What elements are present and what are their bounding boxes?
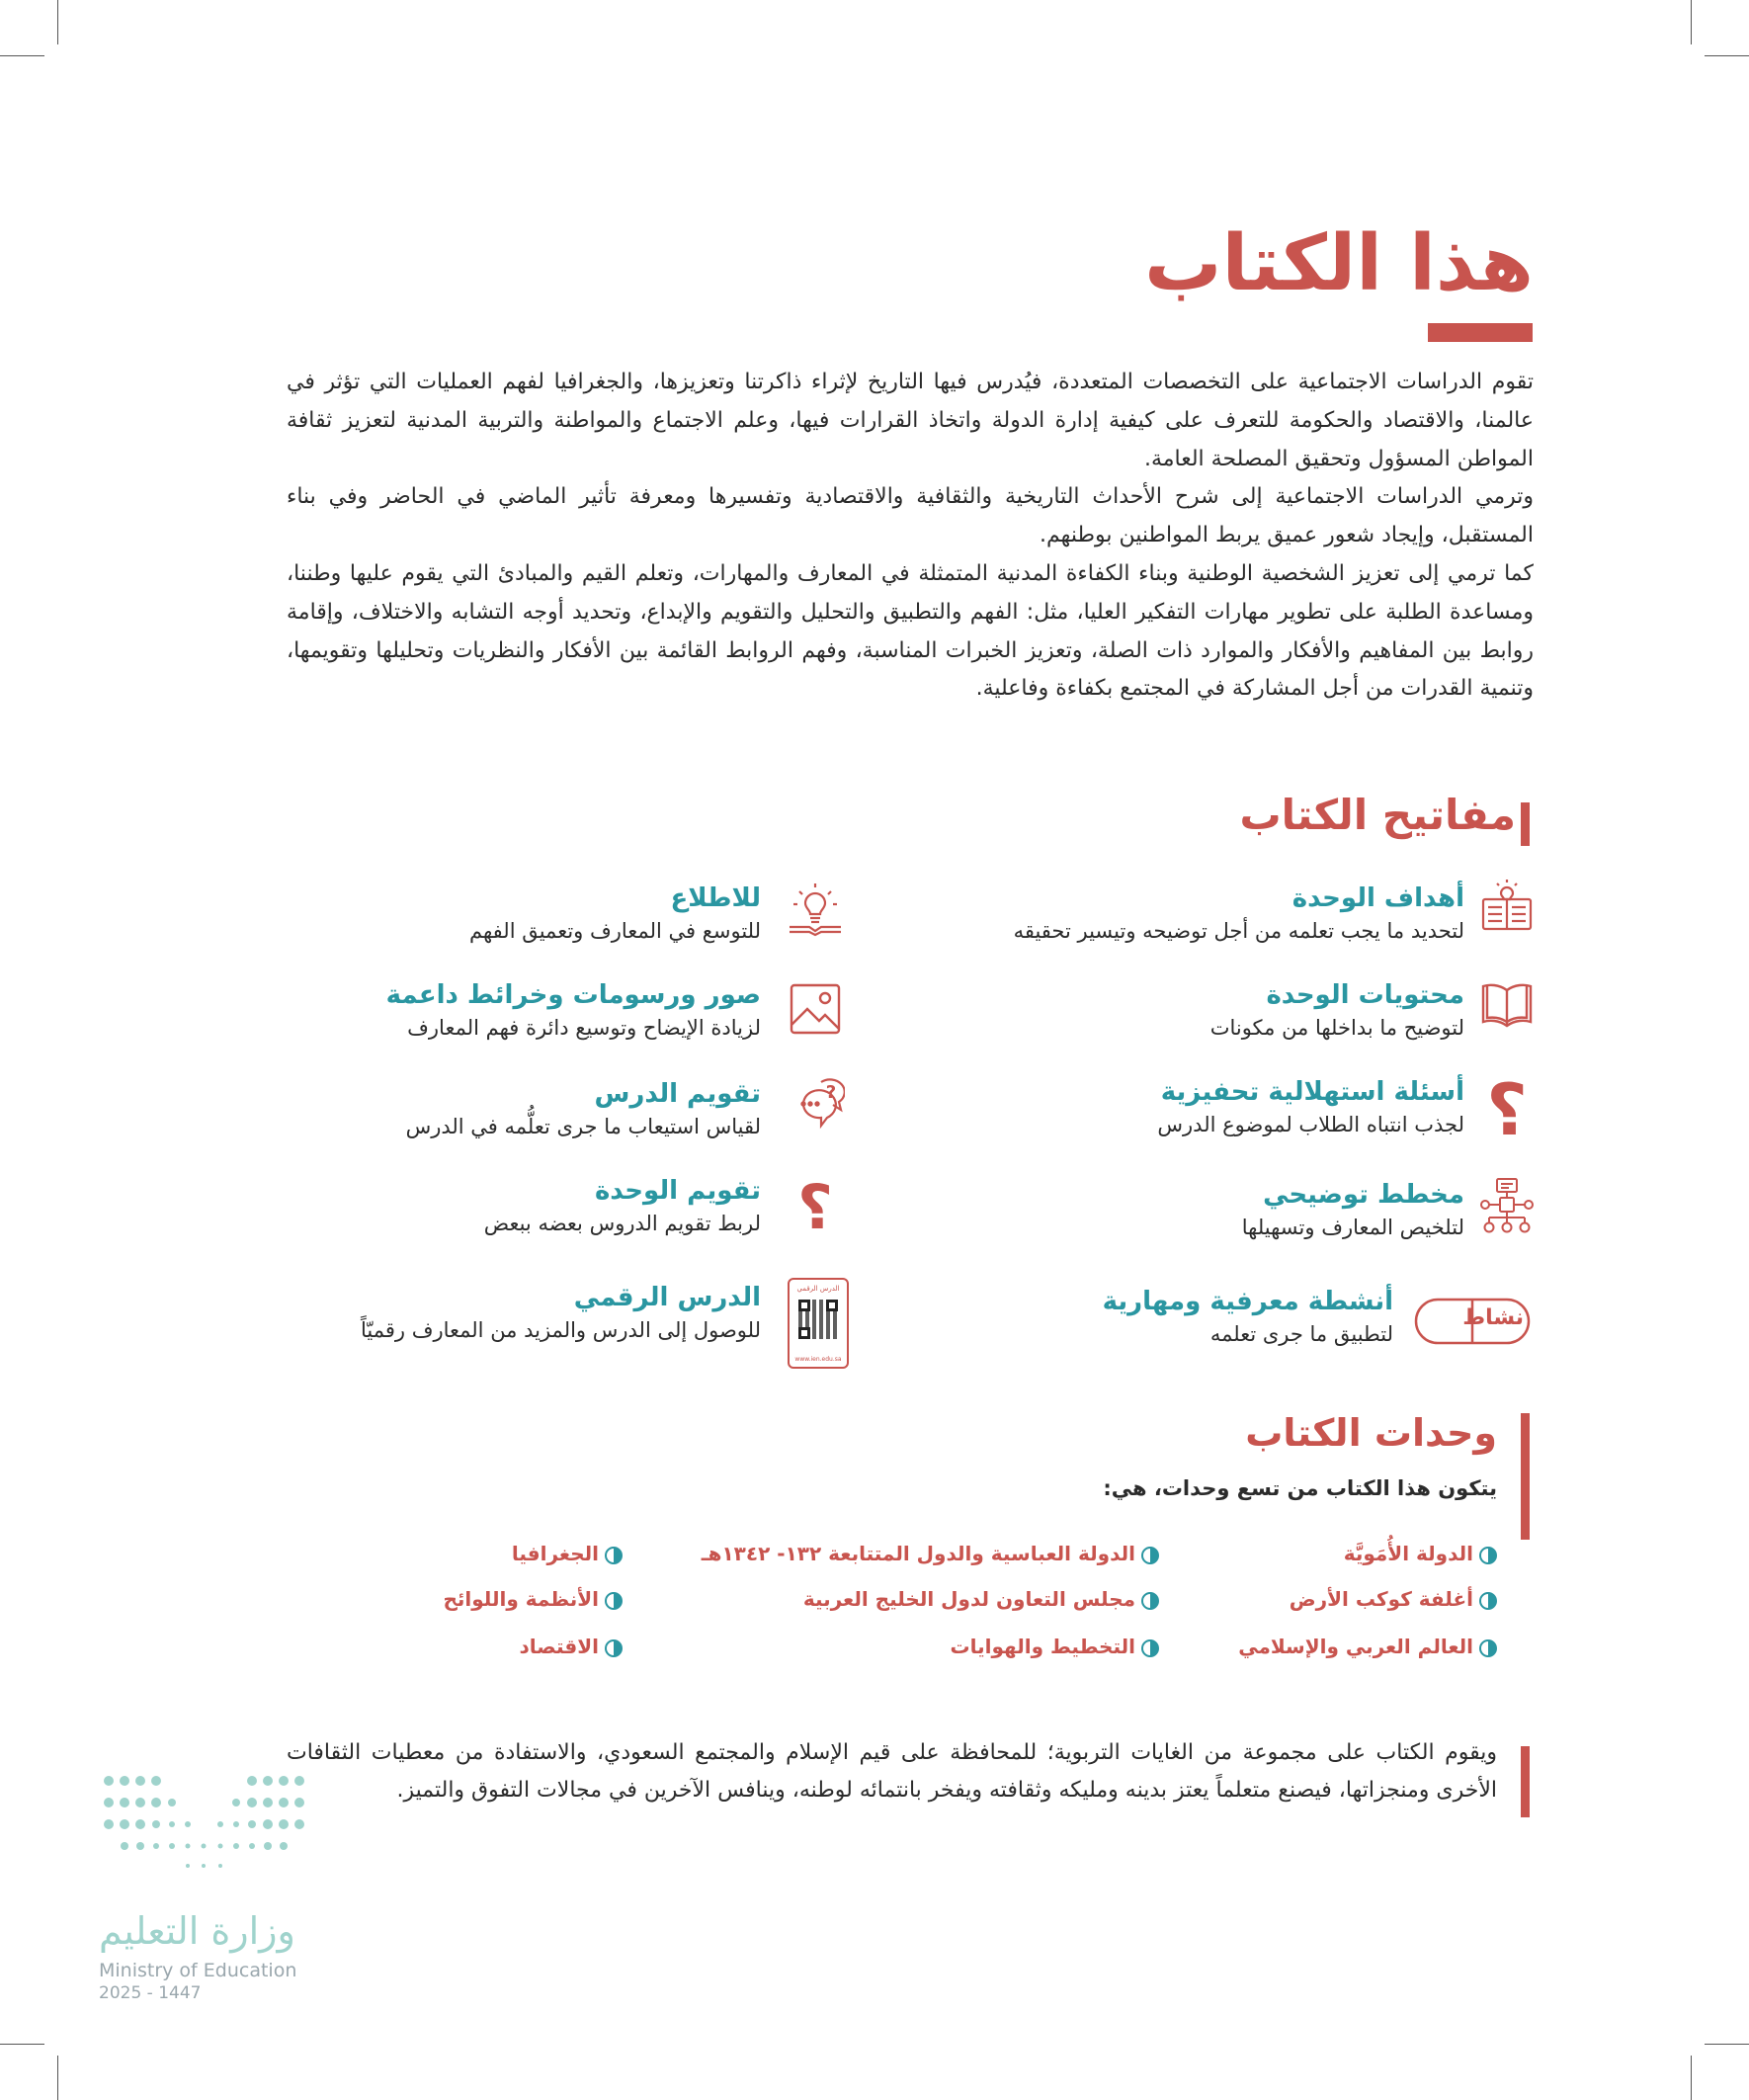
bullet-icon (1479, 1592, 1497, 1610)
key-title: محتويات الوحدة (1266, 980, 1464, 1010)
unit-item (520, 1635, 624, 1658)
edition-year: 2025 - 1447 (99, 1983, 202, 2003)
unit-item (702, 1542, 1159, 1565)
unit-item (951, 1635, 1159, 1658)
unit-label: الأنظمة واللوائح (443, 1587, 599, 1611)
unit-label: الاقتصاد (519, 1635, 599, 1658)
key-desc: لزيادة الإيضاح وتوسيع دائرة فهم المعارف (407, 1016, 761, 1040)
crop-mark (1705, 55, 1749, 56)
key-item (406, 1077, 761, 1142)
open-book-icon (1477, 976, 1537, 1036)
unit-label: الدولة الأُمَويَّة (1343, 1542, 1473, 1565)
key-desc: لتحديد ما يجب تعلمه من أجل توضيحه وتيسير تحقيقه (1013, 919, 1464, 943)
key-desc: لقياس استيعاب ما جرى تعلُّمه في الدرس (405, 1115, 761, 1138)
crop-mark (0, 55, 44, 56)
qr-code-icon (788, 1278, 849, 1369)
key-title: للاطلاع (670, 883, 761, 913)
key-title: أهداف الوحدة (1291, 883, 1464, 913)
unit-label: مجلس التعاون لدول الخليج العربية (802, 1587, 1135, 1611)
intro-paragraph: وترمي الدراسات الاجتماعية إلى شرح الأحداث التاريخية والثقافية والاقتصادية وتفسيرها ومعرفة تأثير الماضي في الحاضر وفي بناء المستقبل، وإيجاد شعور عميق يربط المواطنين بوطنهم. (287, 484, 1534, 548)
section-bar (1521, 1746, 1530, 1817)
key-item (484, 1174, 761, 1239)
svg-text:?: ? (825, 1082, 837, 1103)
key-item (386, 978, 761, 1044)
key-item (361, 1281, 761, 1346)
key-desc: للوصول إلى الدرس والمزيد من المعارف رقميّاً (360, 1318, 761, 1342)
key-desc: لتوضيح ما بداخلها من مكونات (1209, 1016, 1464, 1040)
bullet-icon (605, 1592, 623, 1610)
key-desc: لتطبيق ما جرى تعلمه (1209, 1322, 1393, 1346)
qr-corner (798, 1300, 810, 1311)
bullet-icon (1141, 1592, 1159, 1610)
crop-mark (1705, 2044, 1749, 2045)
key-item (1157, 1075, 1464, 1140)
chat-question-icon (786, 1072, 845, 1132)
ministry-logo-icon (99, 1769, 321, 1888)
title-underline (1428, 323, 1533, 342)
units-heading: وحدات الكتاب (1245, 1411, 1497, 1455)
intro-paragraph: تقوم الدراسات الاجتماعية على التخصصات المتعددة، فيُدرس فيها التاريخ لإثراء ذاكرتنا وتعزيزها، والجغرافيا لفهم العمليات التي تؤثر في عالمنا، والاقتصاد والحكومة للتعرف على كيفية إدارة الدولة واتخاذ القرارات فيها، وعلم الاجتماع والمواطنة والتربية المدنية لتعزيز ثقافة المواطن المسؤول وتحقيق المصلحة العامة. (287, 370, 1534, 471)
bullet-icon (1141, 1547, 1159, 1564)
bullet-icon (605, 1547, 623, 1564)
unit-label: التخطيط والهوايات (950, 1635, 1135, 1658)
qr-url: www.ien.edu.sa (794, 1356, 842, 1363)
key-desc: لتلخيص المعارف وتسهيلها (1241, 1216, 1464, 1239)
unit-item (1290, 1587, 1497, 1611)
lightbulb-icon (786, 878, 845, 937)
page-title: هذا الكتاب (1144, 219, 1534, 308)
qr-caption: الدرس الرقمي (796, 1285, 840, 1293)
key-item (1242, 1178, 1464, 1243)
crop-mark (0, 2044, 44, 2045)
key-desc: لجذب انتباه الطلاب لموضوع الدرس (1157, 1113, 1464, 1136)
activity-tag-icon (1413, 1297, 1532, 1346)
qr-corner (826, 1300, 838, 1311)
key-item (469, 882, 761, 947)
crop-mark (1691, 0, 1692, 44)
bullet-icon (1479, 1639, 1497, 1657)
key-desc: للتوسع في المعارف وتعميق الفهم (469, 919, 761, 943)
key-title: تقويم الدرس (594, 1079, 761, 1109)
crop-mark (1691, 2056, 1692, 2100)
book-lightbulb-icon (1477, 878, 1537, 937)
unit-label: الجغرافيا (511, 1542, 599, 1565)
unit-item (1238, 1635, 1497, 1658)
bullet-icon (1479, 1547, 1497, 1564)
unit-label: الدولة العباسية والدول المتتابعة ١٣٢- ١٣٤٢هـ (701, 1542, 1135, 1565)
unit-item (512, 1542, 623, 1565)
question-icon (791, 1171, 840, 1240)
key-title: تقويم الوحدة (594, 1176, 761, 1206)
image-icon (788, 981, 843, 1037)
closing-text (287, 1734, 1497, 1809)
section-bar (1521, 802, 1530, 846)
svg-text:؟: ؟ (1486, 1069, 1528, 1148)
svg-text:؟: ؟ (797, 1171, 833, 1240)
keys-heading: مفاتيح الكتاب (1239, 791, 1516, 839)
question-mark-icon (1482, 1069, 1532, 1148)
intro-text (287, 364, 1534, 709)
key-desc: لربط تقويم الدروس بعضه ببعض (483, 1212, 761, 1235)
bullet-icon (1141, 1639, 1159, 1657)
activity-badge: نشاط (1462, 1305, 1524, 1330)
key-title: أسئلة استهلالية تحفيزية (1160, 1077, 1464, 1107)
bullet-icon (605, 1639, 623, 1657)
key-title: صور ورسومات وخرائط داعمة (385, 980, 761, 1010)
unit-label: أغلفة كوكب الأرض (1289, 1587, 1473, 1611)
key-item (1014, 882, 1464, 947)
key-title: مخطط توضيحي (1263, 1180, 1464, 1210)
unit-item (1344, 1542, 1497, 1565)
unit-item (803, 1587, 1159, 1611)
ministry-name-arabic: وزارة التعليم (99, 1909, 295, 1953)
key-item (1103, 1285, 1393, 1350)
closing-paragraph: ويقوم الكتاب على مجموعة من الغايات التربوية؛ للمحافظة على قيم الإسلام والمجتمع السعودي، والاستفادة من معطيات الثقافات الأخرى ومنجزاتها، فيصنع متعلماً يعتز بدينه ومليكه وثقافته ويفخر بانتمائه لوطنه، وينافس الآخرين في مجالات التفوق والتميز. (287, 1740, 1497, 1803)
units-subtitle: يتكون هذا الكتاب من تسع وحدات، هي: (1103, 1476, 1497, 1500)
section-bar (1521, 1413, 1530, 1540)
intro-paragraph: كما ترمي إلى تعزيز الشخصية الوطنية وبناء الكفاءة المدنية المتمثلة في المعارف والمهارات، وتعلم القيم والمبادئ التي يقوم عليها وطننا، ومساعدة الطلبة على تطوير مهارات التفكير العليا، مثل: الفهم والتطبيق والتحليل والتقويم والإبداع، وتحديد أوجه التشابه والاختلاف، وإقامة روابط بين المفاهيم والأفكار والموارد ذات الصلة، وتعزيز الخبرات المناسبة، وفهم الروابط القائمة بين الأفكار والنظريات وتحليلها وتقويمها، وتنمية القدرات من أجل المشاركة في المجتمع بكفاءة وفاعلية. (287, 560, 1534, 702)
unit-label: العالم العربي والإسلامي (1238, 1635, 1473, 1658)
key-title: أنشطة معرفية ومهارية (1102, 1287, 1393, 1316)
qr-corner (798, 1327, 810, 1339)
key-item (1210, 978, 1464, 1044)
ministry-name-english: Ministry of Education (99, 1960, 297, 1981)
key-title: الدرس الرقمي (573, 1283, 761, 1312)
crop-mark (57, 0, 58, 44)
crop-mark (57, 2056, 58, 2100)
unit-item (443, 1587, 623, 1611)
flowchart-icon (1477, 1176, 1537, 1235)
